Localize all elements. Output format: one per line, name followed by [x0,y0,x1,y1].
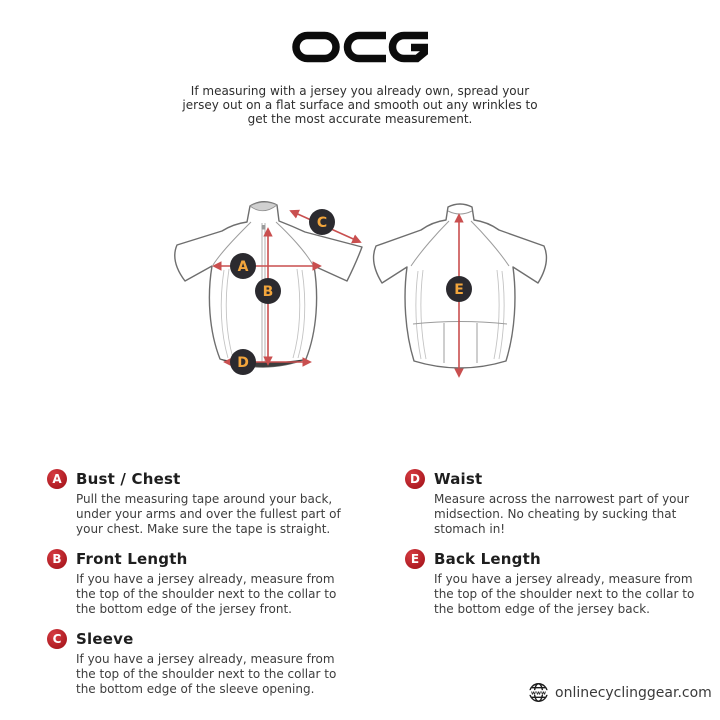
measurement-description-line: the bottom edge of the sleeve opening. [76,682,315,696]
measurement-description-line: the top of the shoulder next to the collar to [76,667,337,681]
intro-line: jersey out on a flat surface and smooth out any wrinkles to [182,98,538,112]
measurement-title: Waist [434,470,483,488]
section-badge-e: E [405,549,425,569]
measurement-title: Sleeve [76,630,134,648]
section-badge-c: C [47,629,67,649]
measure-point-c [309,209,335,235]
measurement-section-bust-chest [47,468,392,537]
zipper-pull [262,225,266,230]
badge-letter: D [237,355,249,371]
measurements-column-left [47,468,392,708]
measurement-title: Back Length [434,550,541,568]
badge-letter: E [454,282,464,298]
badge-letter: A [237,259,249,275]
measurement-description-line: under your arms and over the fullest part of [76,507,341,521]
section-badge-a: A [47,469,67,489]
measurement-section-sleeve [47,628,392,697]
badge-letter: C [316,215,328,231]
measure-point-b [255,278,281,304]
globe-www-text: www [531,690,546,697]
logo-letter-c [348,36,387,59]
measurement-description-line: Pull the measuring tape around your back, [76,492,333,506]
jersey-back-view [374,204,547,376]
header [0,31,720,63]
measurement-description-line: the bottom edge of the jersey front. [76,602,292,616]
measurements-column-right [405,468,710,628]
measure-point-d [230,349,256,375]
measurement-description-line: If you have a jersey already, measure from [76,572,335,586]
intro-line: If measuring with a jersey you already own, spread your [190,84,530,98]
measurement-description-line: stomach in! [434,522,506,536]
intro-line: get the most accurate measurement. [247,112,473,126]
intro-text [0,84,720,126]
badge-letter: B [262,284,274,300]
section-badge-d: D [405,469,425,489]
measurement-description-line: If you have a jersey already, measure from [76,652,335,666]
jersey-front-view [175,202,362,375]
logo-letter-o [296,36,336,59]
ocg-logo [292,31,428,63]
measurement-description-line: the bottom edge of the jersey back. [434,602,650,616]
website-link[interactable]: onlinecyclinggear.com [555,684,712,701]
www-globe-icon [528,682,549,703]
measurement-section-waist [405,468,710,537]
measurement-description-line: your chest. Make sure the tape is straight. [76,522,331,536]
measurement-title: Front Length [76,550,188,568]
measurement-section-front-length [47,548,392,617]
measurement-description-line: If you have a jersey already, measure from [434,572,693,586]
footer [528,682,712,703]
measurement-description-line: the top of the shoulder next to the collar to [434,587,695,601]
measurement-title: Bust / Chest [76,470,181,488]
section-badge-b: B [47,549,67,569]
logo-letter-g [393,36,429,59]
measure-point-a [230,253,256,279]
jersey-measurement-diagram [150,185,570,395]
measurement-description-line: Measure across the narrowest part of your [434,492,690,506]
measurement-section-back-length [405,548,710,617]
measurement-description-line: the top of the shoulder next to the collar to [76,587,337,601]
measurement-description-line: midsection. No cheating by sucking that [434,507,677,521]
measure-point-e [446,276,472,302]
